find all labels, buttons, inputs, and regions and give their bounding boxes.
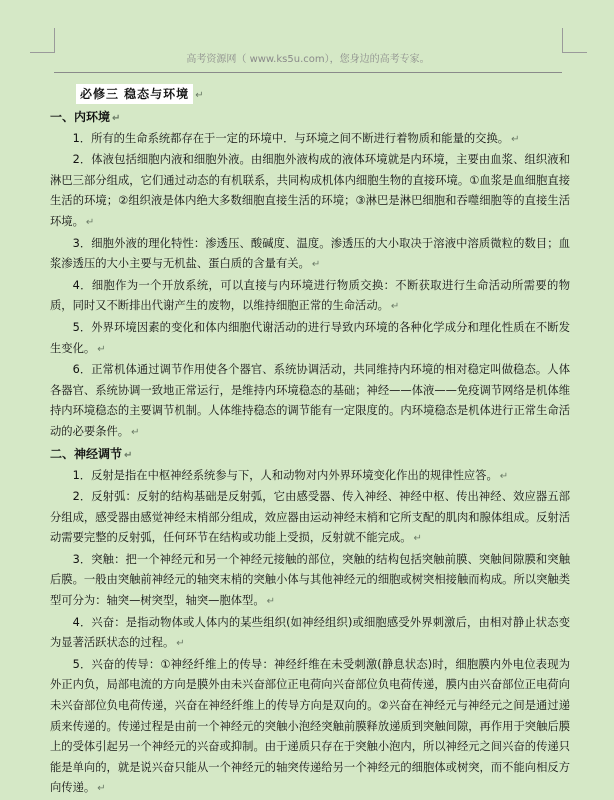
paragraph-mark-icon: ↵	[499, 470, 509, 482]
paragraph-mark-icon: ↵	[176, 638, 185, 650]
crop-mark-top-right	[562, 28, 587, 53]
paragraph-mark-icon: ↵	[311, 259, 321, 271]
paragraph-mark-icon: ↵	[112, 112, 121, 124]
paragraph-mark-icon: ↵	[390, 301, 400, 313]
paragraph-mark-icon: ↵	[97, 343, 106, 355]
paragraph: 2．反射弧：反射的结构基础是反射弧，它由感受器、传入神经、神经中枢、传出神经、效应器五部分组成，感受器由感觉神经末梢部分组成，效应器由运动神经末梢和它所支配的肌肉和腺体组成。反射活动需要完整的反射弧，任何环节在结构或功能上受损，反射就不能完成。 ↵	[50, 490, 570, 545]
paragraph: 4．细胞作为一个开放系统，可以直接与内环境进行物质交换：不断获取进行生命活动所需要的物质，同时又不断排出代谢产生的废物，以维持细胞正常的生命活动。 ↵	[50, 278, 570, 313]
header-text: 高考资源网（ www.ks5u.com），您身边的高考专家。	[186, 54, 430, 65]
paragraph-mark-icon: ↵	[195, 90, 204, 101]
document-body[interactable]	[50, 84, 570, 795]
paragraph-mark-icon: ↵	[97, 783, 106, 795]
paragraph-mark-icon: ↵	[124, 449, 133, 461]
crop-mark-top-left	[30, 28, 55, 53]
paragraph-mark-icon: ↵	[511, 133, 520, 145]
document-title-line	[50, 84, 570, 107]
paragraph: 3．细胞外液的理化特性：渗透压、酸碱度、温度。渗透压的大小取决于溶液中溶质微粒的数目；血浆渗透压的大小主要与无机盐、蛋白质的含量有关。 ↵	[50, 236, 570, 271]
document-title: 必修三 稳态与环境	[76, 84, 193, 104]
paragraph-mark-icon: ↵	[85, 216, 95, 228]
paragraph: 4．兴奋：是指动物体或人体内的某些组织(如神经组织)或细胞感受外界刺激后，由相对静止状态变为显著活跃状态的过程。 ↵	[50, 615, 570, 650]
paragraph: 3．突触：把一个神经元和另一个神经元接触的部位，突触的结构包括突触前膜、突触间隙膜和突触后膜。一般由突触前神经元的轴突末梢的突触小体与其他神经元的细胞或树突相接触而构成。所以突触类型可分为：轴突—树突型，轴突—胞体型。 ↵	[50, 552, 570, 608]
paragraph: 5．外界环境因素的变化和体内细胞代谢活动的进行导致内环境的各种化学成分和理化性质在不断发生变化。 ↵	[50, 320, 570, 355]
paragraph: 1．所有的生命系统都存在于一定的环境中．与环境之间不断进行着物质和能量的交换。 ↵	[72, 131, 520, 145]
paragraph: 6．正常机体通过调节作用使各个器官、系统协调活动，共同维持内环境的相对稳定叫做稳态。人体各器官、系统协调一致地正常运行，是维持内环境稳态的基础；神经——体液——免疫调节网络是机体维持内环境稳态的主要调节机制。人体维持稳态的调节能有一定限度的。内环境稳态是机体进行正常生命活动的必要条件。 ↵	[50, 363, 570, 438]
section-heading: 二、神经调节 ↵	[50, 446, 133, 461]
section-heading: 一、内环境 ↵	[50, 109, 121, 124]
paragraph: 5．兴奋的传导：①神经纤维上的传导：神经纤维在未受刺激(静息状态)时，细胞膜内外电位表现为外正内负，局部电流的方向是膜外由未兴奋部位正电荷向兴奋部位负电荷传递，膜内由兴奋部位正电荷向未兴奋部位负电荷传递，兴奋在神经纤维上的传导方向是双向的。②兴奋在神经元与神经元之间是通过递质来传递的。传递过程是由前一个神经元的突触小泡经突触前膜释放递质到突触间隙，再作用于突触后膜上的受体引起另一个神经元的兴奋或抑制。由于递质只存在于突触小泡内，所以神经元之间兴奋的传递只能是单向的，就是说兴奋只能从一个神经元的轴突传递给另一个神经元的细胞体或树突，而不能向相反方向传递。 ↵	[50, 657, 570, 795]
paragraph-mark-icon: ↵	[266, 596, 276, 608]
paragraph: 1．反射是指在中枢神经系统参与下，人和动物对内外界环境变化作出的规律性应答。 ↵	[72, 468, 509, 482]
paragraph-mark-icon: ↵	[131, 426, 140, 438]
paragraph-mark-icon: ↵	[413, 533, 422, 545]
page-header	[54, 50, 562, 73]
paragraph: 2．体液包括细胞内液和细胞外液。由细胞外液构成的液体环境就是内环境，主要由血浆、组织液和淋巴三部分组成，它们通过动态的有机联系，共同构成机体内细胞生物的直接环境。①血浆是血细胞直接生活的环境；②组织液是体内绝大多数细胞直接生活的环境；③淋巴是淋巴细胞和吞噬细胞等的直接生活环境。 ↵	[50, 153, 570, 228]
